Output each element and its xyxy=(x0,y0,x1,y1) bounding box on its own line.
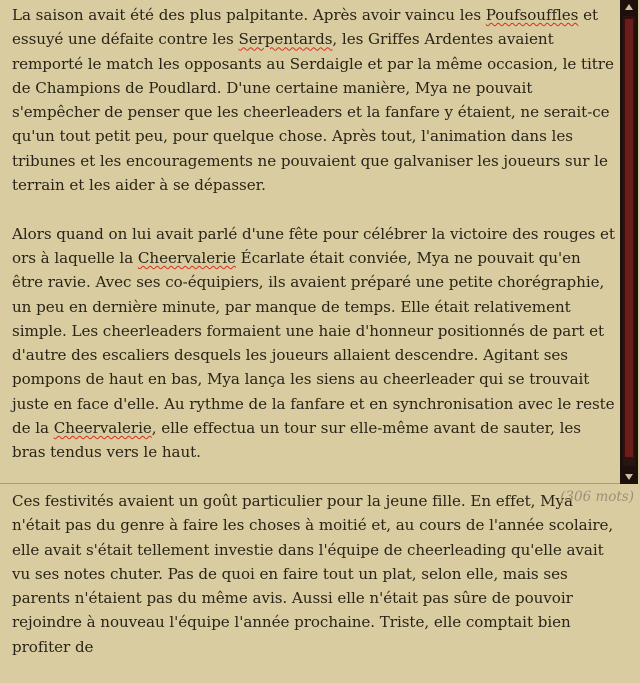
misspelled-word: Cheervalerie xyxy=(137,248,236,267)
misspelled-word: Poufsouffles xyxy=(485,6,579,24)
paragraph xyxy=(12,3,616,197)
misspelled-word: Serpentards xyxy=(238,30,333,49)
paragraph xyxy=(12,222,616,465)
vertical-scrollbar[interactable] xyxy=(620,0,638,484)
text-run: Ces festivités avaient un goût particulier pour la jeune fille. En effet, Mya n'était pas du genre à faire les choses à moitié et, au cours de l'année scolaire, elle avait s'était tellement investie dans l'équipe de cheerleading qu'elle avait vu ses notes chuter. Pas de quoi en faire tout un plat, selon elle, mais ses parents n'étaient pas du même avis. Aussi elle n'était pas sûre de pouvoir rejoindre à nouveau l'équipe l'année prochaine. Triste, elle comptait bien profiter de xyxy=(12,491,614,656)
text-run: Écarlate était conviée, Mya ne pouvait qu'en être ravie. Avec ses co-équipiers, ils avaient préparé une petite chorégraphie, un peu en dernière minute, par manque de temps. Elle était relativement simple. Les cheerleaders formaient une haie d'honneur positionnés de part et d'autre des escaliers desquels les joueurs allaient descendre. Agitant ses pompons de haut en bas, Mya lança les siens au cheerleader qui se trouvait juste en face d'elle. Au rythme de la fanfare et en synchronisation avec le reste de la xyxy=(12,248,615,438)
text-run: , elle effectua un tour sur elle-même avant de sauter, les bras tendus vers le haut. xyxy=(12,419,581,462)
scroll-thumb[interactable] xyxy=(624,18,634,458)
text-run: La saison avait été des plus palpitante. Après avoir vaincu les xyxy=(12,6,486,24)
triangle-down-icon xyxy=(625,474,633,480)
paragraph xyxy=(12,489,616,659)
triangle-up-icon xyxy=(625,4,633,10)
scroll-down-button[interactable] xyxy=(620,470,638,484)
text-run: et essuyé une défaite contre les xyxy=(12,6,599,49)
scroll-track[interactable] xyxy=(623,16,635,466)
text-run: Alors quand on lui avait parlé d'une fête pour célébrer la victoire des rouges et ors à laquelle la xyxy=(12,224,615,267)
word-count: (306 mots) xyxy=(560,489,634,505)
scroll-up-button[interactable] xyxy=(620,0,638,14)
editor-content[interactable] xyxy=(12,3,616,683)
text-run: , les Griffes Ardentes avaient remporté le match les opposants au Serdaigle et par la même occasion, le titre de Champions de Poudlard. D'une certaine manière, Mya ne pouvait s'empêcher de penser que les cheerleaders et la fanfare y étaient, ne serait-ce qu'un tout petit peu, pour quelque chose. Après tout, l'animation dans les tribunes et les encouragements ne pouvaient que galvaniser les joueurs sur le terrain et les aider à se dépasser. xyxy=(12,30,614,195)
misspelled-word: Cheervalerie xyxy=(53,419,152,438)
